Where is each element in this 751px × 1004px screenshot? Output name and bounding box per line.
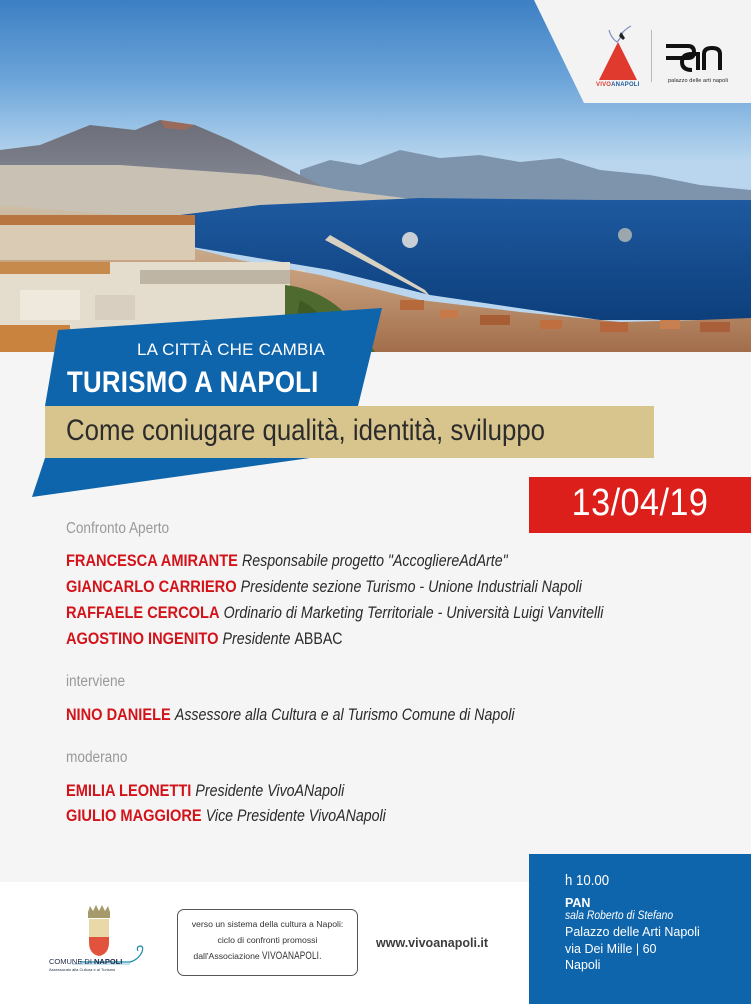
- speaker-name: EMILIA LEONETTI: [66, 781, 192, 800]
- venue-address: via Dei Mille | 60: [565, 942, 657, 956]
- venue-name: PAN: [565, 896, 591, 910]
- speaker-role: Presidente sezione Turismo - Unione Industriali Napoli: [240, 578, 582, 596]
- vivoanapoli-logo-text: VIVOANAPOLI: [596, 82, 640, 88]
- speaker-name: AGOSTINO INGENITO: [66, 629, 219, 648]
- pan-logo-subtitle: palazzo delle arti napoli: [668, 78, 728, 84]
- event-date-badge: [529, 477, 751, 533]
- speaker-row: [66, 577, 582, 597]
- speaker-row: [66, 705, 515, 725]
- page-title: TURISMO A NAPOLI: [67, 366, 319, 399]
- page-subtitle: Come coniugare qualità, identità, sviluppo: [66, 414, 546, 447]
- promo-box: [177, 909, 358, 976]
- venue-building: Palazzo delle Arti Napoli: [565, 925, 700, 939]
- venue-room: sala Roberto di Stefano: [565, 910, 674, 922]
- speaker-row: [66, 551, 508, 571]
- event-date: 13/04/19: [571, 482, 709, 524]
- speaker-name: GIANCARLO CARRIERO: [66, 577, 237, 596]
- speaker-role: Assessore alla Cultura e al Turismo Comune di Napoli: [174, 706, 515, 724]
- speaker-role: Responsabile progetto "AccogliereAdArte": [241, 552, 508, 570]
- speaker-name: RAFFAELE CERCOLA: [66, 603, 220, 622]
- speaker-name: FRANCESCA AMIRANTE: [66, 551, 238, 570]
- promo-line-3: dall'Associazione VIVOANAPOLI.: [193, 950, 322, 962]
- comune-subtitle: Assessorato alla Cultura e al Turismo: [49, 967, 116, 972]
- venue-city: Napoli: [565, 958, 601, 972]
- section-label-interviene: interviene: [66, 673, 126, 690]
- comune-name: COMUNE DI NAPOLI: [49, 957, 123, 966]
- speaker-row: [66, 629, 343, 649]
- venue-info-box: [529, 854, 751, 1004]
- promo-brand: VIVOANAPOLI.: [262, 950, 322, 962]
- promo-line-1: verso un sistema della cultura a Napoli:: [191, 919, 344, 929]
- promo-line-2: ciclo di confronti promossi: [217, 935, 318, 945]
- speaker-row: [66, 806, 386, 826]
- speaker-name: NINO DANIELE: [66, 705, 171, 724]
- speaker-role: Ordinario di Marketing Territoriale - Università Luigi Vanvitelli: [223, 604, 604, 622]
- speaker-row: [66, 781, 344, 801]
- section-label-confronto: Confronto Aperto: [66, 520, 170, 537]
- speaker-name: GIULIO MAGGIORE: [66, 806, 202, 825]
- speaker-role: Presidente VivoANapoli: [195, 782, 345, 800]
- speaker-org: ABBAC: [294, 630, 343, 648]
- section-label-moderano: moderano: [66, 749, 128, 766]
- speaker-row: [66, 603, 603, 623]
- speaker-role: Vice Presidente VivoANapoli: [205, 807, 386, 825]
- banner-kicker: LA CITTÀ CHE CAMBIA: [137, 340, 326, 359]
- event-time: h 10.00: [565, 872, 610, 889]
- coat-of-arms-icon: [60, 904, 160, 994]
- website-link[interactable]: www.vivoanapoli.it: [376, 936, 489, 950]
- speaker-role: Presidente: [222, 630, 291, 648]
